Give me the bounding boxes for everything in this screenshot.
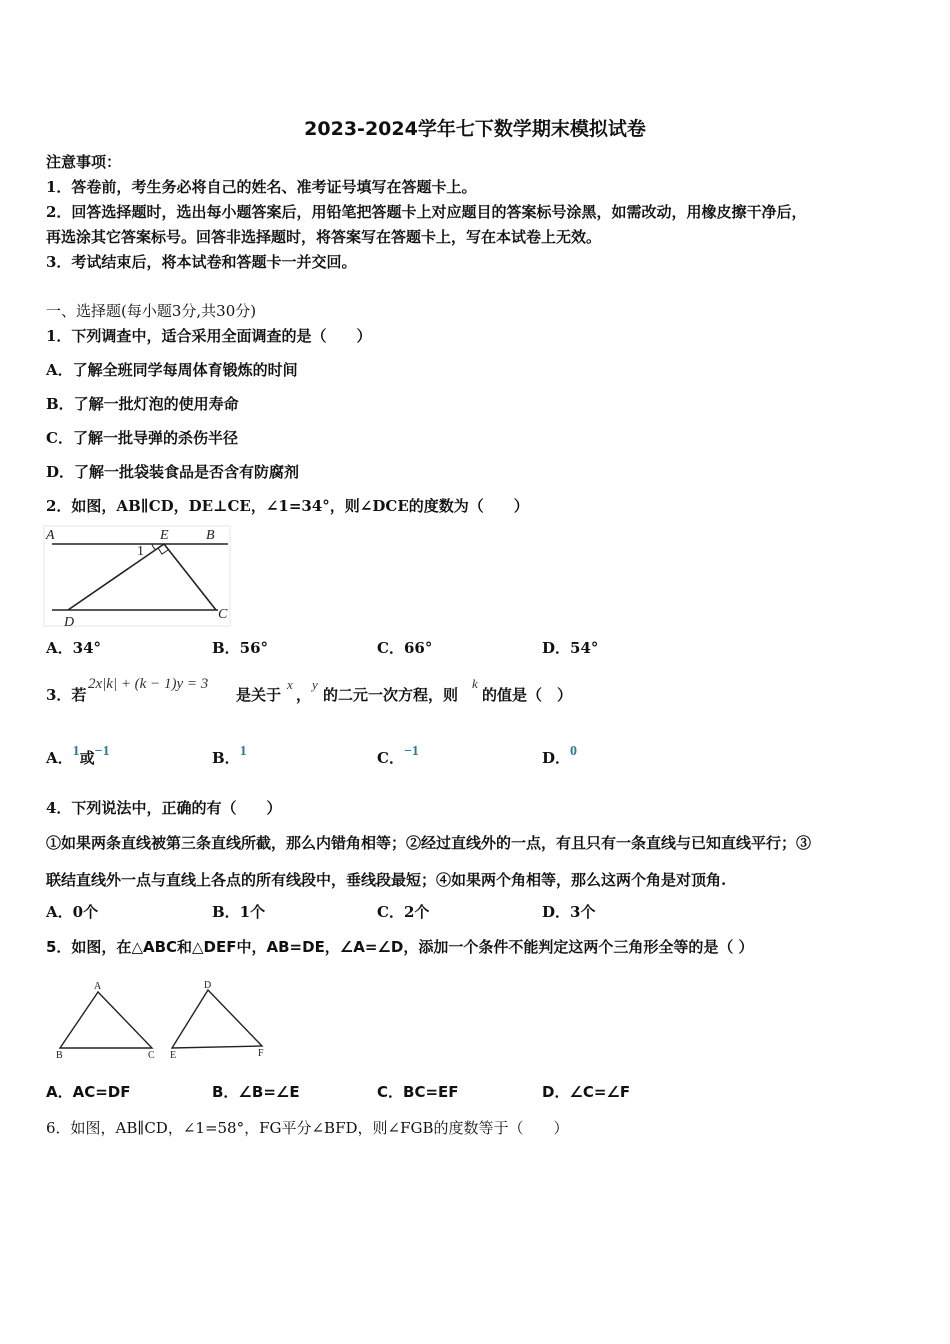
q3-option-d xyxy=(542,744,578,770)
q1-option-b: B．了解一批灯泡的使用寿命 xyxy=(46,395,239,413)
q1-stem: 1．下列调查中，适合采用全面调查的是（ ） xyxy=(46,327,372,345)
q2-stem: 2．如图，AB∥CD，DE⊥CE，∠1=34°，则∠DCE的度数为（ ） xyxy=(46,497,529,515)
q2-label-e: E xyxy=(160,528,169,543)
q6-stem: 6．如图，AB∥CD，∠1=58°，FG平分∠BFD，则∠FGB的度数等于（ ） xyxy=(46,1119,569,1137)
q2-option-d: D．54° xyxy=(542,639,599,657)
q4-option-c: C．2个 xyxy=(377,903,430,921)
q5-label-a: A xyxy=(94,981,102,992)
notice-item-2: 2．回答选择题时，选出每小题答案后，用铅笔把答题卡上对应题目的答案标号涂黑，如需改动，用橡皮擦干净后， xyxy=(46,203,807,221)
q1-option-d: D．了解一批袋装食品是否含有防腐剂 xyxy=(46,463,300,481)
q5-option-a: A．AC=DF xyxy=(46,1083,131,1101)
q1-option-a: A．了解全班同学每周体育锻炼的时间 xyxy=(46,361,298,379)
q3-var-x: x xyxy=(287,677,293,692)
q2-segment-de xyxy=(68,544,164,610)
q3-option-b xyxy=(212,744,247,770)
q4-option-b: B．1个 xyxy=(212,903,266,921)
q3-sep: ， xyxy=(296,686,312,704)
q5-label-f: F xyxy=(258,1048,264,1059)
q3-option-c xyxy=(377,744,419,770)
notice-item-3: 3．考试结束后，将本试卷和答题卡一并交回。 xyxy=(46,253,357,271)
q1-option-c: C．了解一批导弹的杀伤半径 xyxy=(46,429,238,447)
q2-figure-frame xyxy=(44,526,230,626)
q3-option-b-label: B． xyxy=(212,749,240,767)
q2-label-d: D xyxy=(64,615,75,630)
q5-label-e: E xyxy=(170,1050,177,1061)
q3-var-y: y xyxy=(312,677,318,692)
q3-option-b-v1: 1 xyxy=(239,744,247,759)
q2-option-c: C．66° xyxy=(377,639,433,657)
q3-prefix: 3．若 xyxy=(46,686,87,704)
q5-triangle-def xyxy=(172,990,262,1048)
q2-figure xyxy=(40,522,240,630)
q5-figure xyxy=(52,980,278,1062)
q2-angle-1-arc xyxy=(152,544,156,550)
q2-label-1: 1 xyxy=(137,544,144,559)
q5-label-d: D xyxy=(204,980,212,991)
q2-label-c: C xyxy=(218,607,228,622)
q3-option-d-v1: 0 xyxy=(570,744,578,759)
section-heading: 一、选择题(每小题3分,共30分) xyxy=(46,302,257,320)
q5-stem: 5．如图，在△ABC和△DEF中，AB=DE，∠A=∠D，添加一个条件不能判定这两个三角形全等的是（ ） xyxy=(46,938,754,956)
q4-stem: 4．下列说法中，正确的有（ ） xyxy=(46,799,282,817)
notice-heading: 注意事项： xyxy=(46,153,122,171)
q3-option-a xyxy=(46,744,110,770)
q3-suffix: 的值是（ ） xyxy=(482,686,573,704)
q3-option-a-label: A． xyxy=(46,749,73,767)
q2-option-a: A．34° xyxy=(46,639,102,657)
notice-item-2-cont: 再选涂其它答案标号。回答非选择题时，将答案写在答题卡上，写在本试卷上无效。 xyxy=(46,228,602,246)
q3-option-d-label: D． xyxy=(542,749,571,767)
q3-var-k: k xyxy=(472,676,478,691)
q5-triangle-abc xyxy=(60,992,152,1048)
q3-option-c-label: C． xyxy=(377,749,404,767)
q5-label-c: C xyxy=(148,1050,155,1061)
q5-option-c: C．BC=EF xyxy=(377,1083,459,1101)
notice-item-1: 1．答卷前，考生务必将自己的姓名、准考证号填写在答题卡上。 xyxy=(46,178,477,196)
q5-option-d: D．∠C=∠F xyxy=(542,1083,631,1101)
page-title: 2023-2024学年七下数学期末模拟试卷 xyxy=(304,118,646,140)
q2-label-a: A xyxy=(46,528,55,543)
q4-statement-line-1: ①如果两条直线被第三条直线所截，那么内错角相等；②经过直线外的一点，有且只有一条直线与已知直线平行；③ xyxy=(46,834,812,852)
q2-segment-ec xyxy=(164,544,216,610)
q5-label-b: B xyxy=(56,1050,63,1061)
q3-option-a-v2: −1 xyxy=(94,744,110,759)
q4-option-a: A．0个 xyxy=(46,903,99,921)
q4-statement-line-2: 联结直线外一点与直线上各点的所有线段中，垂线段最短；④如果两个角相等，那么这两个角是对顶角. xyxy=(46,871,727,889)
q2-right-angle-mark xyxy=(158,548,168,554)
q3-option-c-v1: −1 xyxy=(403,744,419,759)
q2-label-b: B xyxy=(206,528,215,543)
q3-mid1: 是关于 xyxy=(236,686,282,704)
q5-option-b: B．∠B=∠E xyxy=(212,1083,300,1101)
q3-mid2: 的二元一次方程，则 xyxy=(323,686,459,704)
q3-option-a-v1: 1 xyxy=(72,744,80,759)
q2-option-b: B．56° xyxy=(212,639,269,657)
q3-option-a-join: 或 xyxy=(79,749,95,767)
q3-equation: 2x|k| + (k − 1)y = 3 xyxy=(88,676,209,692)
q4-option-d: D．3个 xyxy=(542,903,596,921)
